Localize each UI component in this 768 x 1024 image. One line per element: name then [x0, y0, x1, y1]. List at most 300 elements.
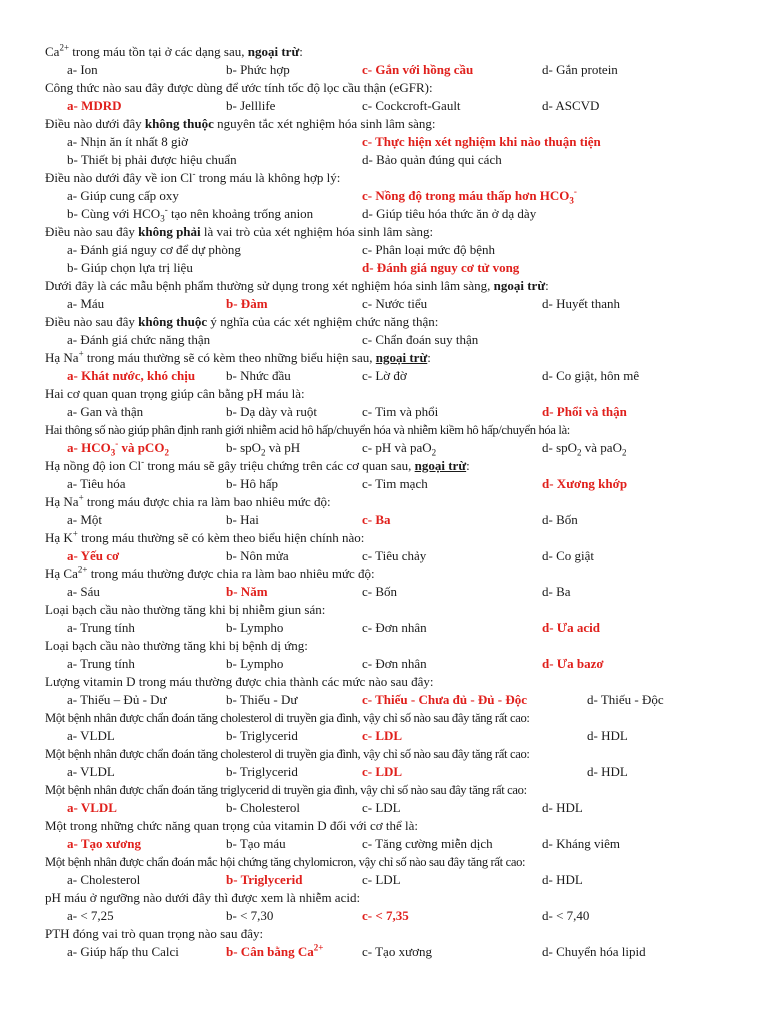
answer-option[interactable] — [362, 943, 432, 961]
answer-option[interactable] — [67, 241, 241, 259]
answer-row — [45, 835, 768, 853]
answer-row — [45, 799, 768, 817]
question-stem — [45, 349, 768, 367]
text-run: b- Cân bằng Ca — [226, 944, 314, 959]
question-stem — [45, 223, 768, 241]
text-run: c- Tăng cường miễn dịch — [362, 836, 493, 851]
text-run: c- Cockcroft-Gault — [362, 98, 461, 113]
question-stem — [45, 817, 768, 835]
answer-option[interactable] — [362, 475, 428, 493]
answer-option[interactable] — [362, 511, 391, 529]
text-run: ý nghĩa của các xét nghiệm chức năng thận: — [207, 314, 439, 329]
answer-row — [45, 61, 768, 79]
answer-option[interactable] — [67, 511, 102, 529]
text-run: a- Tạo xương — [67, 836, 141, 851]
answer-option[interactable] — [362, 439, 436, 457]
answer-row — [45, 619, 768, 637]
text-run: trong máu thường sẽ có kèm theo biểu hiện chính nào: — [77, 530, 365, 545]
answer-option[interactable] — [362, 619, 427, 637]
answer-row — [45, 241, 768, 259]
text-run: 2 — [621, 447, 627, 458]
answer-row — [45, 331, 768, 349]
text-run: c- Đơn nhân — [362, 620, 427, 635]
text-run: c- Tạo xương — [362, 944, 432, 959]
answer-option[interactable] — [226, 619, 283, 637]
answer-option[interactable] — [362, 97, 461, 115]
answer-option[interactable] — [67, 331, 210, 349]
question-stem — [45, 853, 768, 871]
answer-option[interactable] — [67, 475, 126, 493]
answer-row — [45, 511, 768, 529]
text-run: 2+ — [313, 942, 324, 953]
text-run: d- Thiếu - Độc — [587, 692, 664, 707]
answer-option[interactable] — [362, 367, 407, 385]
text-run: trong máu thường sẽ có kèm theo những biểu hiện sau, — [83, 350, 376, 365]
answer-row — [45, 367, 768, 385]
answer-option[interactable] — [542, 799, 583, 817]
question-stem — [45, 43, 768, 61]
text-run: d- Phổi và thận — [542, 404, 627, 419]
text-run: a- Nhịn ăn ít nhất 8 giờ — [67, 134, 188, 149]
text-run: d- Đánh giá nguy cơ tử vong — [362, 260, 520, 275]
text-run: Dưới đây là các mẫu bệnh phẩm thường sử dụng trong xét nghiệm hóa sinh lâm sàng, — [45, 278, 494, 293]
text-run: Điều nào dưới đây — [45, 116, 145, 131]
text-run: d- Co giật — [542, 548, 594, 563]
text-run: a- Máu — [67, 296, 105, 311]
text-run: không thuộc — [144, 116, 214, 131]
answer-row — [45, 691, 768, 709]
answer-option[interactable] — [226, 907, 273, 925]
answer-option[interactable] — [226, 97, 275, 115]
text-run: c- Thiếu - Chưa đủ - Đủ - Độc — [362, 692, 528, 707]
text-run: b- Giúp chọn lựa trị liệu — [67, 260, 193, 275]
text-run: a- Giúp hấp thu Calci — [67, 944, 179, 959]
answer-row — [45, 727, 768, 745]
answer-row — [45, 259, 768, 277]
answer-option[interactable] — [362, 763, 402, 781]
text-run: a- Khát nước, khó chịu — [67, 368, 196, 383]
text-run: b- Thiết bị phải được hiệu chuẩn — [67, 152, 237, 167]
text-run: pH máu ở ngưỡng nào dưới đây thì được xem là nhiễm acid: — [45, 890, 361, 905]
text-run: Một bệnh nhân được chẩn đoán tăng cholesterol di truyền gia đình, vậy chỉ số nào sau đây tăng rất cao: — [45, 747, 530, 761]
text-run: a- Trung tính — [67, 620, 135, 635]
text-run: b- Jelllife — [226, 98, 276, 113]
answer-option[interactable] — [362, 799, 401, 817]
answer-option[interactable] — [587, 691, 664, 709]
text-run: d- Xương khớp — [542, 476, 628, 491]
text-run: ngoại trừ — [414, 458, 467, 473]
answer-option[interactable] — [362, 691, 527, 709]
text-run: b- Triglycerid — [226, 872, 303, 887]
text-run: b- Nôn mửa — [226, 548, 289, 563]
text-run: ngoại trừ — [375, 350, 428, 365]
text-run: a- Thiếu – Đủ - Dư — [67, 692, 167, 707]
answer-option[interactable] — [542, 619, 600, 637]
answer-option[interactable] — [226, 403, 317, 421]
text-run: b- Lympho — [226, 656, 284, 671]
answer-option[interactable] — [362, 871, 401, 889]
text-run: - — [192, 169, 196, 179]
text-run: b- Cholesterol — [226, 800, 301, 815]
text-run: c- LDL — [362, 872, 401, 887]
answer-option[interactable] — [67, 835, 141, 853]
text-run: là vai trò của xét nghiệm hóa sinh lâm sàng: — [200, 224, 434, 239]
answer-row — [45, 655, 768, 673]
text-run: trong máu là không hợp lý: — [195, 170, 341, 185]
text-run: Hạ Ca — [45, 566, 78, 581]
answer-option[interactable] — [362, 205, 536, 223]
answer-option[interactable] — [226, 295, 268, 313]
answer-row — [45, 133, 768, 151]
text-run: a- < 7,25 — [67, 908, 114, 923]
text-run: a- Yếu cơ — [67, 548, 120, 563]
text-run: c- pH và paO — [362, 440, 432, 455]
answer-option[interactable] — [226, 475, 278, 493]
text-run: Một bệnh nhân được chẩn đoán mắc hội chứng tăng chylomicron, vậy chỉ số nào sau đây tăng rất cao: — [45, 855, 526, 869]
text-run: + — [78, 349, 84, 359]
question-stem — [45, 493, 768, 511]
text-run: b- Lympho — [226, 620, 284, 635]
answer-option[interactable] — [362, 331, 478, 349]
text-run: không phải — [138, 224, 201, 239]
text-run: c- Tim và phổi — [362, 404, 439, 419]
text-run: Lượng vitamin D trong máu thường được chia thành các mức nào sau đây: — [45, 674, 434, 689]
text-run: và pCO — [118, 440, 165, 455]
text-run: c- Ba — [362, 512, 391, 527]
text-run: b- Phức hợp — [226, 62, 290, 77]
text-run: nguyên tắc xét nghiệm hóa sinh lâm sàng: — [213, 116, 436, 131]
question-stem — [45, 925, 768, 943]
text-run: d- spO — [542, 440, 578, 455]
text-run: b- spO — [226, 440, 262, 455]
answer-option[interactable] — [226, 763, 298, 781]
text-run: 2+ — [77, 565, 88, 575]
text-run: c- Nước tiểu — [362, 296, 428, 311]
answer-option[interactable] — [67, 799, 117, 817]
question-stem — [45, 385, 768, 403]
answer-option[interactable] — [362, 583, 397, 601]
text-run: a- VLDL — [67, 764, 115, 779]
text-run: 2 — [164, 447, 169, 458]
question-stem — [45, 79, 768, 97]
answer-row — [45, 475, 768, 493]
text-run: Hai cơ quan quan trọng giúp cân bằng pH máu là: — [45, 386, 305, 401]
text-run: a- HCO — [67, 440, 111, 455]
answer-option[interactable] — [542, 943, 646, 961]
text-run: + — [78, 493, 84, 503]
answer-option[interactable] — [542, 511, 578, 529]
text-run: 3 — [160, 213, 165, 224]
text-run: tạo nên khoảng trống anion — [167, 206, 314, 221]
answer-row — [45, 439, 768, 457]
text-run: b- Triglycerid — [226, 728, 298, 743]
text-run: a- Ion — [67, 62, 98, 77]
text-run: 2 — [431, 447, 437, 458]
text-run: d- Kháng viêm — [542, 836, 620, 851]
text-run: a- Gan và thận — [67, 404, 144, 419]
text-run: d- Chuyển hóa lipid — [542, 944, 646, 959]
text-run: - — [164, 204, 168, 215]
text-run: Điều nào sau đây — [45, 224, 139, 239]
answer-option[interactable] — [542, 439, 626, 457]
text-run: d- Giúp tiêu hóa thức ăn ở dạ dày — [362, 206, 537, 221]
text-run: + — [72, 529, 78, 539]
text-run: Hai thông số nào giúp phân định ranh giới nhiễm acid hô hấp/chuyển hóa và nhiễm kiềm hô hấp/chuyển hóa là: — [45, 423, 570, 437]
answer-option[interactable] — [67, 133, 188, 151]
text-run: : — [299, 44, 303, 59]
answer-option[interactable] — [542, 367, 639, 385]
question-stem — [45, 169, 768, 187]
answer-row — [45, 151, 768, 169]
text-run: c- Lờ đờ — [362, 368, 407, 383]
text-run: 2 — [261, 447, 266, 458]
answer-option[interactable] — [226, 583, 268, 601]
answer-option[interactable] — [362, 655, 427, 673]
answer-option[interactable] — [67, 907, 114, 925]
text-run: d- Co giật, hôn mê — [542, 368, 640, 383]
text-run: : — [545, 278, 549, 293]
answer-option[interactable] — [542, 655, 604, 673]
text-run: c- Bốn — [362, 584, 398, 599]
answer-option[interactable] — [67, 61, 98, 79]
answer-option[interactable] — [226, 835, 286, 853]
answer-option[interactable] — [362, 187, 577, 205]
answer-option[interactable] — [587, 763, 628, 781]
answer-option[interactable] — [67, 943, 179, 961]
text-run: a- Đánh giá nguy cơ để dự phòng — [67, 242, 241, 257]
answer-option[interactable] — [362, 241, 495, 259]
text-run: b- Hô hấp — [226, 476, 278, 491]
text-run: c- Phân loại mức độ bệnh — [362, 242, 496, 257]
answer-option[interactable] — [542, 583, 571, 601]
text-run: c- Thực hiện xét nghiệm khi nào thuận tiện — [362, 134, 601, 149]
answer-option[interactable] — [67, 403, 143, 421]
answer-option[interactable] — [542, 97, 599, 115]
text-run: và pH — [265, 440, 301, 455]
answer-row — [45, 907, 768, 925]
answer-option[interactable] — [67, 691, 167, 709]
answer-option[interactable] — [362, 547, 426, 565]
text-run: c- Đơn nhân — [362, 656, 427, 671]
answer-option[interactable] — [542, 871, 583, 889]
text-run: b- Thiếu - Dư — [226, 692, 298, 707]
question-stem — [45, 565, 768, 583]
answer-option[interactable] — [67, 205, 313, 223]
text-run: a- Cholesterol — [67, 872, 141, 887]
text-run: d- < 7,40 — [542, 908, 590, 923]
answer-option[interactable] — [542, 295, 620, 313]
text-run: b- Dạ dày và ruột — [226, 404, 317, 419]
answer-option[interactable] — [226, 727, 298, 745]
text-run: d- Bốn — [542, 512, 578, 527]
text-run: Hạ Na — [45, 494, 79, 509]
question-stem — [45, 637, 768, 655]
question-stem — [45, 421, 768, 439]
answer-option[interactable] — [226, 511, 259, 529]
text-run: ngoại trừ — [493, 278, 546, 293]
question-stem — [45, 601, 768, 619]
answer-option[interactable] — [226, 691, 297, 709]
text-run: d- Gắn protein — [542, 62, 618, 77]
answer-option[interactable] — [542, 403, 627, 421]
question-stem — [45, 781, 768, 799]
text-run: Loại bạch cầu nào thường tăng khi bị bệnh dị ứng: — [45, 638, 308, 653]
answer-option[interactable] — [587, 727, 628, 745]
answer-row — [45, 871, 768, 889]
question-stem — [45, 673, 768, 691]
answer-option[interactable] — [226, 655, 283, 673]
text-run: trong máu thường được chia ra làm bao nhiêu mức độ: — [87, 566, 375, 581]
answer-option[interactable] — [542, 835, 620, 853]
answer-option[interactable] — [542, 907, 589, 925]
text-run: Một bệnh nhân được chẩn đoán tăng triglycerid di truyền gia đình, vậy chỉ số nào sau đây tăng rất cao: — [45, 783, 527, 797]
answer-option[interactable] — [67, 727, 115, 745]
text-run: - — [115, 438, 119, 449]
text-run: c- Tim mạch — [362, 476, 428, 491]
text-run: b- Cùng với HCO — [67, 206, 161, 221]
answer-row — [45, 187, 768, 205]
answer-option[interactable] — [362, 61, 473, 79]
answer-option[interactable] — [67, 295, 104, 313]
text-run: 2 — [577, 447, 582, 458]
text-run: không thuộc — [138, 314, 208, 329]
text-run: a- MDRD — [67, 98, 122, 113]
question-stem — [45, 529, 768, 547]
text-run: a- Sáu — [67, 584, 100, 599]
text-run: Ca — [45, 44, 60, 59]
answer-option[interactable] — [226, 943, 323, 961]
text-run: : — [466, 458, 470, 473]
answer-option[interactable] — [226, 61, 290, 79]
text-run: ngoại trừ — [247, 44, 300, 59]
question-stem — [45, 277, 768, 295]
text-run: a- VLDL — [67, 728, 115, 743]
text-run: b- Hai — [226, 512, 259, 527]
answer-option[interactable] — [67, 547, 119, 565]
answer-option[interactable] — [362, 835, 493, 853]
answer-option[interactable] — [226, 871, 302, 889]
text-run: Một bệnh nhân được chẩn đoán tăng cholesterol di truyền gia đình, vậy chỉ số nào sau đây tăng rất cao: — [45, 711, 530, 725]
text-run: Một trong những chức năng quan trọng của vitamin D đối với cơ thể là: — [45, 818, 418, 833]
text-run: d- ASCVD — [542, 98, 600, 113]
text-run: c- LDL — [362, 800, 401, 815]
answer-row — [45, 97, 768, 115]
answer-option[interactable] — [362, 907, 409, 925]
text-run: a- VLDL — [67, 800, 117, 815]
text-run: d- Ba — [542, 584, 571, 599]
text-run: 3 — [569, 195, 574, 206]
answer-row — [45, 205, 768, 223]
text-run: d- Ưa acid — [542, 620, 601, 635]
text-run: Loại bạch cầu nào thường tăng khi bị nhiễm giun sán: — [45, 602, 326, 617]
answer-option[interactable] — [67, 871, 140, 889]
answer-option[interactable] — [542, 475, 627, 493]
text-run: c- LDL — [362, 728, 403, 743]
answer-option[interactable] — [542, 61, 618, 79]
text-run: d- Ưa bazơ — [542, 656, 604, 671]
text-run: 2+ — [59, 43, 70, 53]
answer-option[interactable] — [362, 151, 502, 169]
answer-row — [45, 943, 768, 961]
answer-option[interactable] — [226, 799, 300, 817]
text-run: a- Đánh giá chức năng thận — [67, 332, 211, 347]
answer-row — [45, 547, 768, 565]
answer-option[interactable] — [67, 97, 122, 115]
question-stem — [45, 709, 768, 727]
answer-row — [45, 295, 768, 313]
text-run: Hạ nồng độ ion Cl — [45, 458, 142, 473]
text-run: d- HDL — [587, 728, 628, 743]
question-stem — [45, 115, 768, 133]
text-run: a- Tiêu hóa — [67, 476, 126, 491]
text-run: - — [141, 457, 145, 467]
answer-option[interactable] — [67, 187, 179, 205]
answer-option[interactable] — [67, 259, 193, 277]
answer-option[interactable] — [226, 439, 300, 457]
text-run: : — [427, 350, 431, 365]
answer-row — [45, 403, 768, 421]
answer-option[interactable] — [67, 439, 169, 457]
answer-option[interactable] — [67, 619, 135, 637]
text-run: Hạ Na — [45, 350, 79, 365]
answer-row — [45, 763, 768, 781]
text-run: d- Bảo quản đúng qui cách — [362, 152, 502, 167]
text-run: 3 — [110, 447, 116, 458]
answer-option[interactable] — [67, 367, 195, 385]
text-run: c- Nồng độ trong máu thấp hơn HCO — [362, 188, 570, 203]
text-run: c- Chẩn đoán suy thận — [362, 332, 479, 347]
answer-option[interactable] — [67, 763, 115, 781]
text-run: c- Tiêu chảy — [362, 548, 427, 563]
text-run: - — [573, 186, 577, 197]
text-run: Điều nào dưới đây về ion Cl — [45, 170, 193, 185]
text-run: c- < 7,35 — [362, 908, 409, 923]
answer-option[interactable] — [67, 583, 100, 601]
text-run: a- Một — [67, 512, 103, 527]
answer-option[interactable] — [226, 547, 289, 565]
text-run: d- Huyết thanh — [542, 296, 620, 311]
text-run: Hạ K — [45, 530, 73, 545]
answer-option[interactable] — [362, 133, 601, 151]
text-run: b- Năm — [226, 584, 268, 599]
text-run: a- Trung tính — [67, 656, 135, 671]
text-run: Điều nào sau đây — [45, 314, 139, 329]
question-stem — [45, 313, 768, 331]
text-run: c- LDL — [362, 764, 403, 779]
text-run: c- Gắn với hồng cầu — [362, 62, 474, 77]
text-run: d- HDL — [542, 800, 583, 815]
text-run: b- < 7,30 — [226, 908, 274, 923]
text-run: Công thức nào sau đây được dùng để ước tính tốc độ lọc cầu thận (eGFR): — [45, 80, 433, 95]
text-run: a- Giúp cung cấp oxy — [67, 188, 179, 203]
answer-option[interactable] — [67, 151, 237, 169]
answer-option[interactable] — [542, 547, 594, 565]
text-run: trong máu được chia ra làm bao nhiêu mức độ: — [83, 494, 331, 509]
answer-option[interactable] — [226, 367, 291, 385]
answer-option[interactable] — [67, 655, 135, 673]
text-run: b- Nhức đầu — [226, 368, 291, 383]
answer-option[interactable] — [362, 295, 427, 313]
answer-option[interactable] — [362, 727, 402, 745]
text-run: b- Tạo máu — [226, 836, 286, 851]
answer-option[interactable] — [362, 403, 438, 421]
text-run: PTH đóng vai trò quan trọng nào sau đây: — [45, 926, 264, 941]
question-stem — [45, 457, 768, 475]
text-run: b- Đàm — [226, 296, 268, 311]
text-run: b- Triglycerid — [226, 764, 298, 779]
text-run: d- HDL — [542, 872, 583, 887]
answer-option[interactable] — [362, 259, 519, 277]
